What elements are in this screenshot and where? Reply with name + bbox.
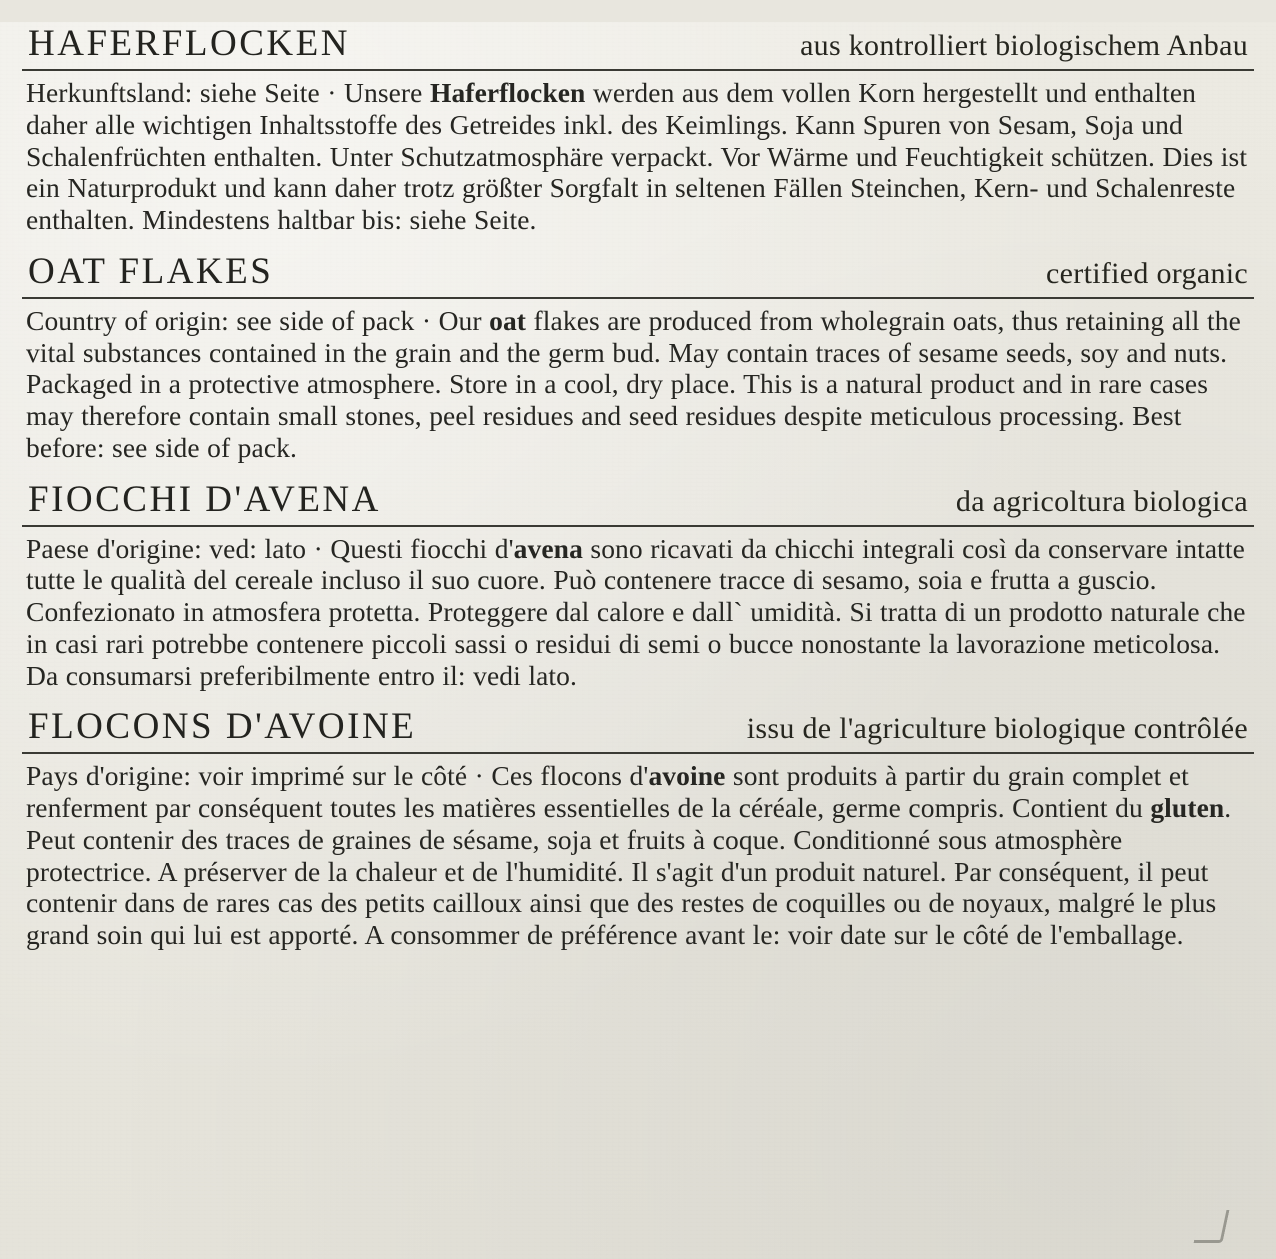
section-german	[22, 22, 1254, 236]
heading-row-italian	[22, 478, 1254, 523]
section-italian	[22, 478, 1254, 692]
product-subtitle-french: issu de l'agriculture biologique contrôlée	[746, 712, 1248, 746]
heading-row-german	[22, 22, 1254, 67]
divider-german	[22, 69, 1254, 71]
divider-french	[22, 752, 1254, 754]
divider-italian	[22, 525, 1254, 527]
section-french	[22, 705, 1254, 951]
product-subtitle-german: aus kontrolliert biologischem Anbau	[800, 29, 1248, 62]
heading-row-english	[22, 250, 1254, 295]
product-title-english: OAT FLAKES	[28, 250, 274, 292]
product-description-english: Country of origin: see side of pack · Our oat flakes are produced from wholegrain oats, thus retaining all the vital substances contained in the grain and the germ bud. May contain traces of sesame seeds, soy and nuts. Packaged in a protective atmosphere. Store in a cool, dry place. This is a natural product and in rare cases may therefore contain small stones, peel residues and seed residues despite meticulous processing. Best before: see side of pack.	[26, 304, 1241, 463]
product-subtitle-english: certified organic	[1046, 256, 1248, 290]
section-english	[22, 250, 1254, 464]
heading-row-french	[22, 705, 1254, 750]
product-description-french: Pays d'origine: voir imprimé sur le côté · Ces flocons d'avoine sont produits à partir du grain complet et renferment par conséquent toutes les matières essentielles de la céréale, germe compris. Contient du gluten. Peut contenir des traces de graines de sésame, soja et fruits à coque. Conditionné sous atmosphère protectrice. A préserver de la chaleur et de l'humidité. Il s'agit d'un produit naturel. Par conséquent, il peut contenir dans de rares cas des petits cailloux ainsi que des restes de coquilles ou de noyaux, malgré le plus grand soin qui lui est apporté. A consommer de préférence avant le: voir date sur le côté de l'emballage.	[26, 760, 1232, 950]
product-subtitle-italian: da agricoltura biologica	[955, 484, 1248, 518]
product-title-german: HAFERFLOCKEN	[28, 23, 350, 64]
divider-english	[22, 297, 1254, 299]
product-description-italian: Paese d'origine: ved: lato · Questi fiocchi d'avena sono ricavati da chicchi integrali così da conservare intatte tutte le qualità del cereale incluso il suo cuore. Può contenere tracce di sesamo, soia e frutta a guscio. Confezionato in atmosfera protetta. Proteggere dal calore e dall` umidità. Si tratta di un prodotto naturale che in casi rari potrebbe contenere piccoli sassi o residui di semi o bucce nonostante la lavorazione meticolosa. Da consumarsi preferibilmente entro il: vedi lato.	[26, 532, 1246, 691]
product-description-german: Herkunftsland: siehe Seite · Unsere Haferflocken werden aus dem vollen Korn hergestellt und enthalten daher alle wichtigen Inhaltsstoffe des Getreides inkl. des Keimlings. Kann Spuren von Sesam, Soja und Schalenfrüchten enthalten. Unter Schutzatmosphäre verpackt. Vor Wärme und Feuchtigkeit schützen. Dies ist ein Naturprodukt und kann daher trotz größter Sorgfalt in seltenen Fällen Steinchen, Kern- und Schalenreste enthalten. Mindestens haltbar bis: siehe Seite.	[26, 77, 1248, 235]
label-page	[0, 22, 1276, 1259]
product-title-italian: FIOCCHI D'AVENA	[28, 478, 381, 520]
product-title-french: FLOCONS D'AVOINE	[28, 706, 417, 748]
packaging-corner-mark-icon	[1192, 1209, 1232, 1253]
